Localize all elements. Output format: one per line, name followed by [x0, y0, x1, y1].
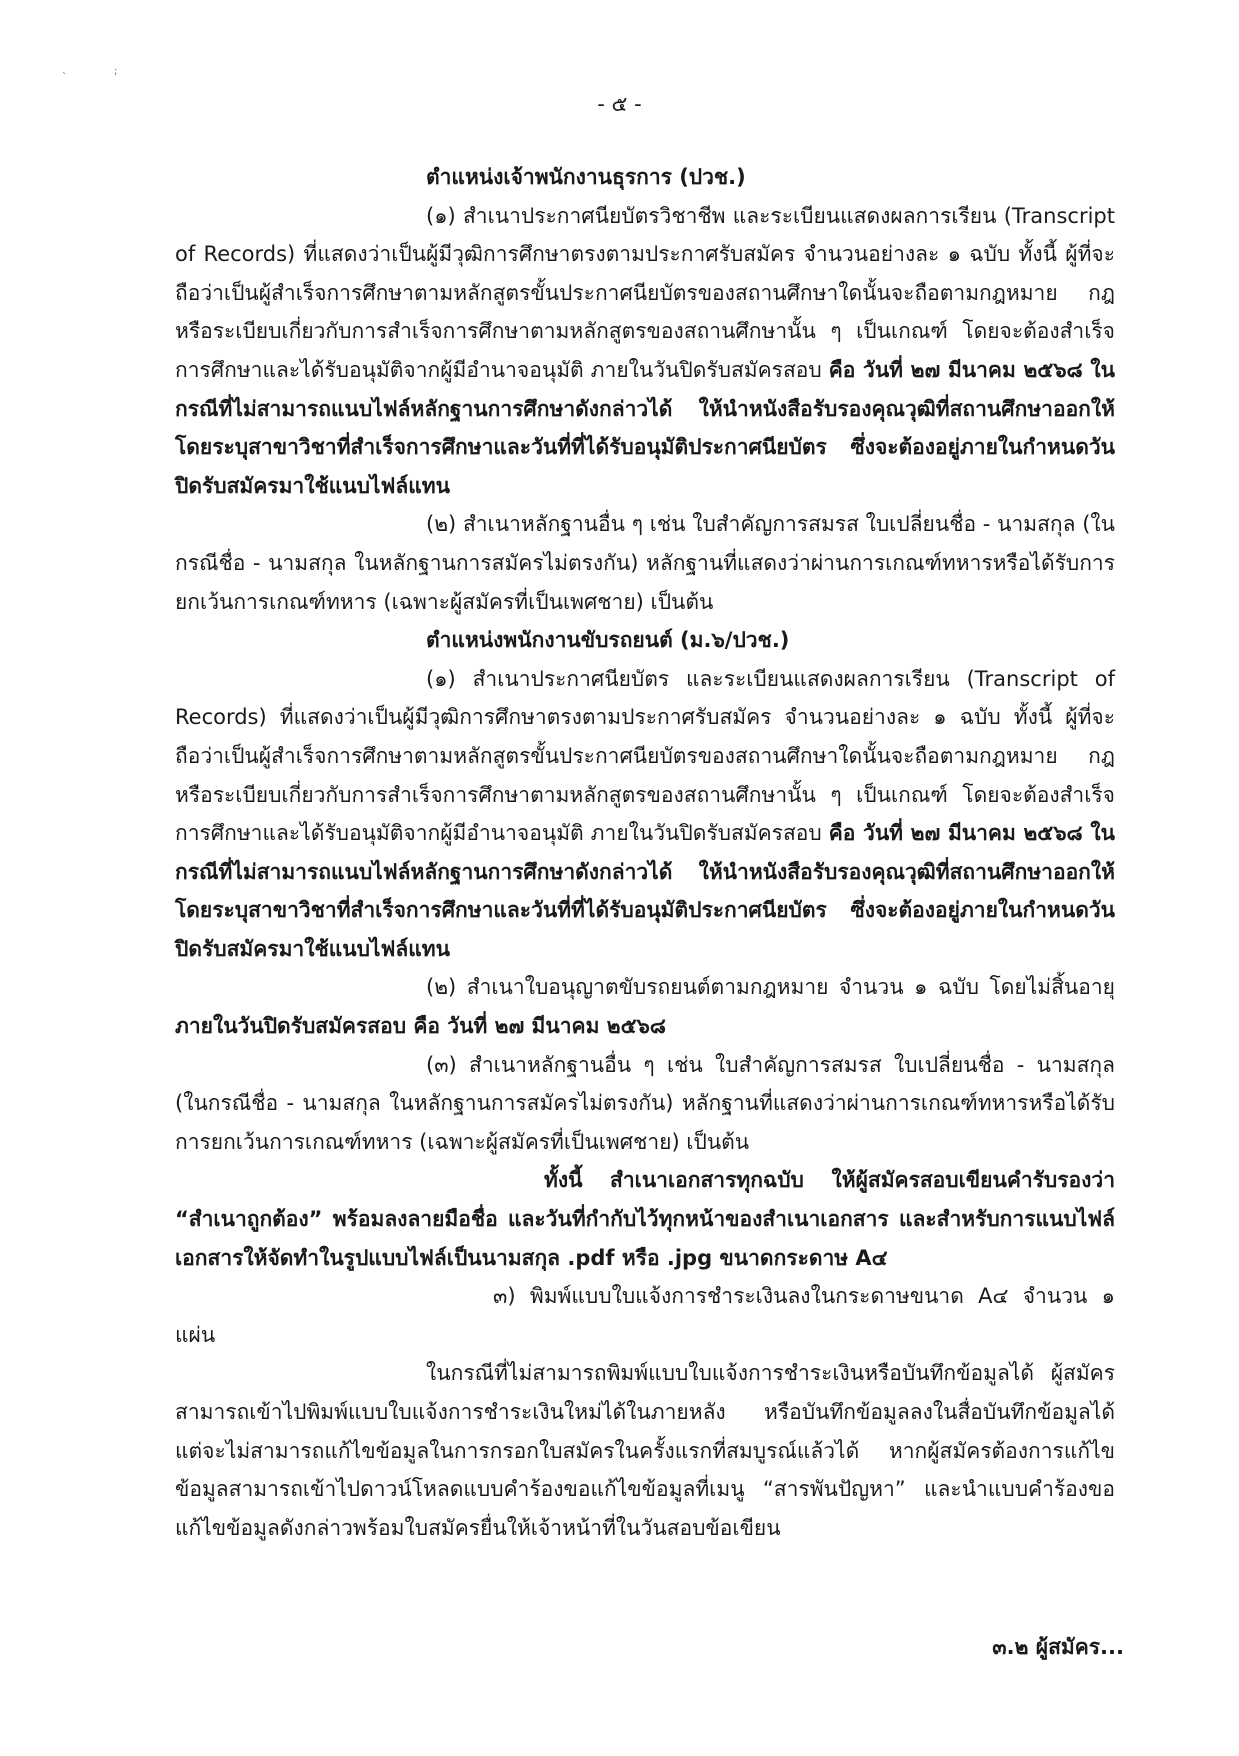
driver-item-1 [175, 660, 1115, 969]
admin-item-1-text: (๑) สำเนาประกาศนียบัตรวิชาชีพ และระเบียนแสดงผลการเรียน (Transcript of Records) ที่แสดงว่าเป็นผู้มีวุฒิการศึกษาตรงตามประกาศรับสมัคร จำนวนอย่างละ ๑ ฉบับ ทั้งนี้ ผู้ที่จะถือว่าเป็นผู้สำเร็จการศึกษาตามหลักสูตรขั้นประกาศนียบัตรของสถานศึกษาใดนั้นจะถือตามกฎหมาย กฎ หรือระเบียบเกี่ยวกับการสำเร็จการศึกษาตามหลักสูตรของสถานศึกษานั้น ๆ เป็นเกณฑ์ โดยจะต้องสำเร็จการศึกษาและได้รับอนุมัติจากผู้มีอำนาจอนุมัติ ภายในวันปิดรับสมัครสอบ [175, 203, 1115, 382]
driver-item-1-text: (๑) สำเนาประกาศนียบัตร และระเบียนแสดงผลการเรียน (Transcript of Records) ที่แสดงว่าเป็นผู้มีวุฒิการศึกษาตรงตามประกาศรับสมัคร จำนวนอย่างละ ๑ ฉบับ ทั้งนี้ ผู้ที่จะถือว่าเป็นผู้สำเร็จการศึกษาตามหลักสูตรขั้นประกาศนียบัตรของสถานศึกษาใดนั้นจะถือตามกฎหมาย กฎ หรือระเบียบเกี่ยวกับการสำเร็จการศึกษาตามหลักสูตรของสถานศึกษานั้น ๆ เป็นเกณฑ์ โดยจะต้องสำเร็จการศึกษาและได้รับอนุมัติจากผู้มีอำนาจอนุมัติ ภายในวันปิดรับสมัครสอบ [175, 666, 1115, 846]
driver-item-1-bold-text: คือ วันที่ ๒๗ มีนาคม ๒๕๖๘ ในกรณีที่ไม่สามารถแนบไฟล์หลักฐานการศึกษาดังกล่าวได้ ให้นำหนังสือรับรองคุณวุฒิที่สถานศึกษาออกให้ โดยระบุสาขาวิชาที่สำเร็จการศึกษาและวันที่ที่ได้รับอนุมัติประกาศนียบัตร ซึ่งจะต้องอยู่ภายในกำหนดวันปิดรับสมัครมาใช้แนบไฟล์แทน [175, 821, 1115, 961]
certification-note: ทั้งนี้ สำเนาเอกสารทุกฉบับ ให้ผู้สมัครสอบเขียนคำรับรองว่า “สำเนาถูกต้อง” พร้อมลงลายมือชื่อ และวันที่กำกับไว้ทุกหน้าของสำเนาเอกสาร และสำหรับการแนบไฟล์เอกสารให้จัดทำในรูปแบบไฟล์เป็นนามสกุล .pdf หรือ .jpg ขนาดกระดาษ A๔ [175, 1168, 1115, 1270]
admin-item-1 [175, 197, 1115, 506]
section-heading-admin-officer: ตำแหน่งเจ้าพนักงานธุรการ (ปวช.) [426, 165, 746, 189]
scan-artifact: ` [62, 72, 67, 83]
scan-artifact: ; [114, 66, 118, 77]
section-heading-driver: ตำแหน่งพนักงานขับรถยนต์ (ม.๖/ปวช.) [426, 628, 790, 653]
page-number: - ๕ - [597, 92, 642, 116]
continuation-marker: ๓.๒ ผู้สมัคร... [992, 1635, 1124, 1659]
driver-item-2-bold-text: ภายในวันปิดรับสมัครสอบ คือ วันที่ ๒๗ มีนาคม ๒๕๖๘ [175, 1014, 667, 1039]
admin-item-2: (๒) สำเนาหลักฐานอื่น ๆ เช่น ใบสำคัญการสมรส ใบเปลี่ยนชื่อ - นามสกุล (ในกรณีชื่อ - นามสกุล ในหลักฐานการสมัครไม่ตรงกัน) หลักฐานที่แสดงว่าผ่านการเกณฑ์ทหารหรือได้รับการยกเว้นการเกณฑ์ทหาร (เฉพาะผู้สมัครที่เป็นเพศชาย) เป็นต้น [175, 512, 1115, 614]
print-payment-item: ๓) พิมพ์แบบใบแจ้งการชำระเงินลงในกระดาษขนาด A๔ จำนวน ๑ แผ่น [175, 1284, 1115, 1347]
document-body [175, 158, 1115, 1547]
driver-item-2 [175, 968, 1115, 1045]
admin-item-1-bold-text: คือ วันที่ ๒๗ มีนาคม ๒๕๖๘ ในกรณีที่ไม่สามารถแนบไฟล์หลักฐานการศึกษาดังกล่าวได้ ให้นำหนังสือรับรองคุณวุฒิที่สถานศึกษาออกให้ โดยระบุสาขาวิชาที่สำเร็จการศึกษาและวันที่ที่ได้รับอนุมัติประกาศนียบัตร ซึ่งจะต้องอยู่ภายในกำหนดวันปิดรับสมัครมาใช้แนบไฟล์แทน [175, 357, 1115, 498]
driver-item-3: (๓) สำเนาหลักฐานอื่น ๆ เช่น ใบสำคัญการสมรส ใบเปลี่ยนชื่อ - นามสกุล (ในกรณีชื่อ - นามสกุล ในหลักฐานการสมัครไม่ตรงกัน) หลักฐานที่แสดงว่าผ่านการเกณฑ์ทหารหรือได้รับการยกเว้นการเกณฑ์ทหาร (เฉพาะผู้สมัครที่เป็นเพศชาย) เป็นต้น [175, 1052, 1115, 1154]
payment-note: ในกรณีที่ไม่สามารถพิมพ์แบบใบแจ้งการชำระเงินหรือบันทึกข้อมูลได้ ผู้สมัครสามารถเข้าไปพิมพ์แบบใบแจ้งการชำระเงินใหม่ได้ในภายหลัง หรือบันทึกข้อมูลลงในสื่อบันทึกข้อมูลได้ แต่จะไม่สามารถแก้ไขข้อมูลในการกรอกใบสมัครในครั้งแรกที่สมบูรณ์แล้วได้ หากผู้สมัครต้องการแก้ไขข้อมูลสามารถเข้าไปดาวน์โหลดแบบคำร้องขอแก้ไขข้อมูลที่เมนู “สารพันปัญหา” และนำแบบคำร้องขอแก้ไขข้อมูลดังกล่าวพร้อมใบสมัครยื่นให้เจ้าหน้าที่ในวันสอบข้อเขียน [175, 1361, 1115, 1540]
driver-item-2-text: (๒) สำเนาใบอนุญาตขับรถยนต์ตามกฎหมาย จำนวน ๑ ฉบับ โดยไม่สิ้นอายุ [426, 975, 1115, 1000]
